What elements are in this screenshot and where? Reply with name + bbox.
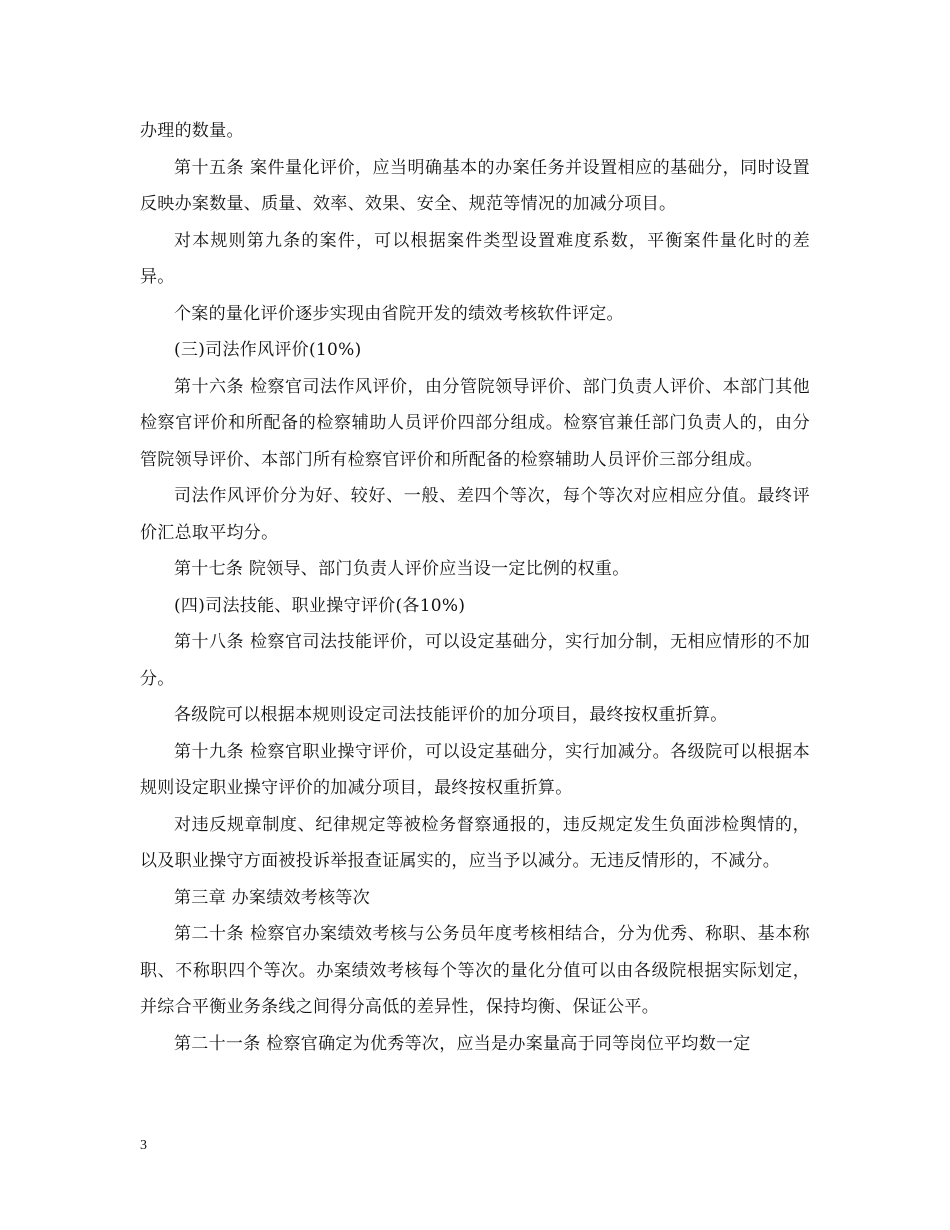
paragraph: 对本规则第九条的案件，可以根据案件类型设置难度系数，平衡案件量化时的差异。 [140, 230, 810, 287]
paragraph: 办理的数量。 [140, 121, 244, 141]
section-heading: (三)司法作风评价(10%) [174, 340, 362, 360]
page-number: 3 [140, 1138, 147, 1153]
paragraph: 个案的量化评价逐步实现由省院开发的绩效考核软件评定。 [174, 303, 624, 324]
paragraph: 第十八条 检察官司法技能评价，可以设定基础分，实行加分制，无相应情形的不加分。 [140, 632, 810, 689]
paragraph: 第十六条 检察官司法作风评价，由分管院领导评价、部门负责人评价、本部门其他检察官评价和所配备的检察辅助人员评价四部分组成。检察官兼任部门负责人的，由分管院领导评价、本部门所有检察官评价和所配备的检察辅助人员评价三部分组成。 [140, 376, 810, 470]
paragraph: 第二十一条 检察官确定为优秀等次，应当是办案量高于同等岗位平均数一定 [174, 1033, 751, 1054]
document-body [140, 113, 810, 1062]
paragraph: 第十五条 案件量化评价，应当明确基本的办案任务并设置相应的基础分，同时设置反映办案数量、质量、效率、效果、安全、规范等情况的加减分项目。 [140, 157, 810, 214]
paragraph: 第十九条 检察官职业操守评价，可以设定基础分，实行加减分。各级院可以根据本规则设定职业操守评价的加减分项目，最终按权重折算。 [140, 741, 810, 798]
chapter-heading: 第三章 办案绩效考核等次 [174, 887, 371, 908]
paragraph: 司法作风评价分为好、较好、一般、差四个等次，每个等次对应相应分值。最终评价汇总取平均分。 [140, 486, 810, 543]
paragraph: 各级院可以根据本规则设定司法技能评价的加分项目，最终按权重折算。 [174, 705, 728, 725]
paragraph: 第十七条 院领导、部门负责人评价应当设一定比例的权重。 [174, 559, 630, 579]
paragraph: 对违反规章制度、纪律规定等被检务督察通报的，违反规定发生负面涉检舆情的，以及职业操守方面被投诉举报查证属实的，应当予以减分。无违反情形的，不减分。 [140, 814, 810, 871]
paragraph: 第二十条 检察官办案绩效考核与公务员年度考核相结合，分为优秀、称职、基本称职、不称职四个等次。办案绩效考核每个等次的量化分值可以由各级院根据实际划定，并综合平衡业务条线之间得分高低的差异性，保持均衡、保证公平。 [140, 924, 810, 1017]
section-heading: (四)司法技能、职业操守评价(各10%) [174, 595, 466, 616]
